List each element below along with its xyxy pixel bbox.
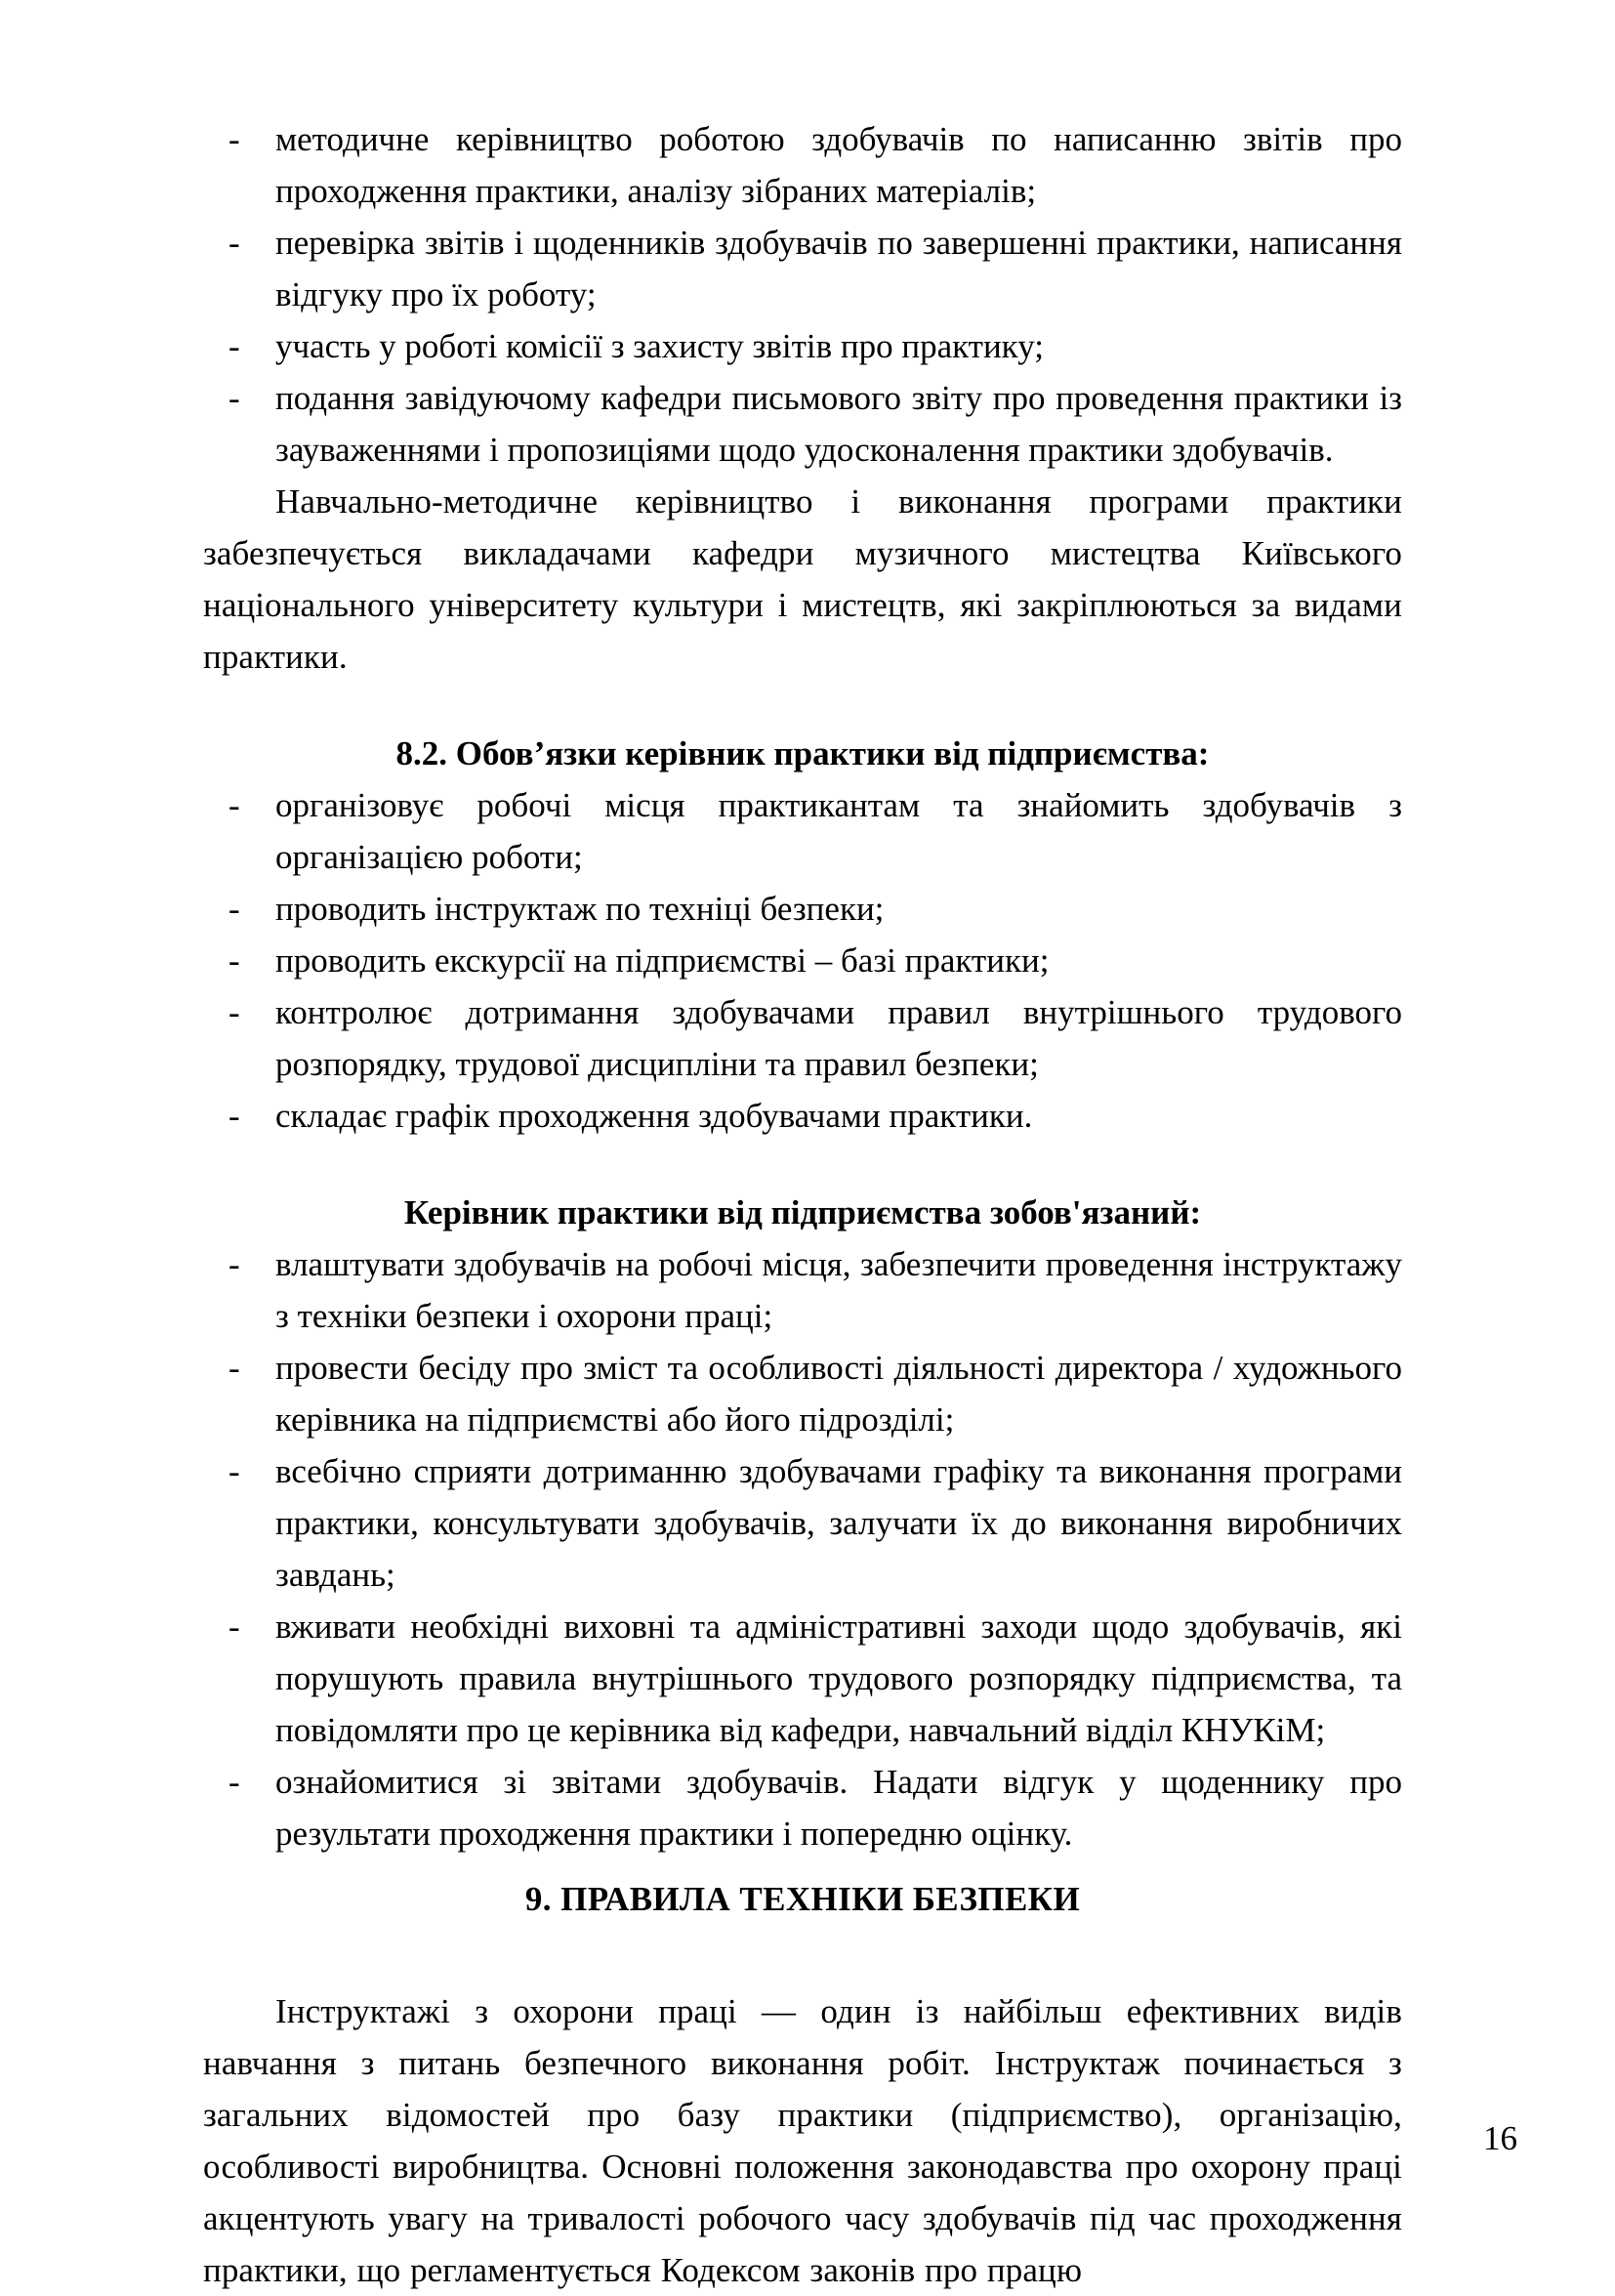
list-item <box>203 883 1402 935</box>
list-item-label: організовує робочі місця практикантам та знайомить здобувачів з організацією роботи; <box>275 786 1402 876</box>
list-item <box>203 113 1402 217</box>
list-item <box>203 986 1402 1090</box>
dash-bullet-icon: - <box>228 1763 240 1801</box>
list-item-label: подання завідуючому кафедри письмового звіту про проведення практики із зауваженнями і пропозиціями щодо удосконалення практики здобувачів. <box>275 379 1402 469</box>
list-item <box>203 1756 1402 1859</box>
list-enterprise-obligations <box>203 1238 1402 1859</box>
list-item-label: перевірка звітів і щоденників здобувачів по завершенні практики, написання відгуку про їх роботу; <box>275 224 1402 313</box>
list-item-label: проводить інструктаж по техніці безпеки; <box>275 890 885 928</box>
dash-bullet-icon: - <box>228 224 240 262</box>
spacer <box>203 1142 1402 1187</box>
list-item <box>203 320 1402 372</box>
dash-bullet-icon: - <box>228 1245 240 1283</box>
list-item <box>203 217 1402 320</box>
dash-bullet-icon: - <box>228 1097 240 1135</box>
spacer <box>203 1859 1402 1873</box>
dash-bullet-icon: - <box>228 786 240 824</box>
list-item <box>203 1090 1402 1142</box>
list-item <box>203 1238 1402 1342</box>
list-item <box>203 1445 1402 1601</box>
dash-bullet-icon: - <box>228 379 240 417</box>
list-item-label: складає графік проходження здобувачами практики. <box>275 1097 1033 1135</box>
list-item-label: провести бесіду про зміст та особливості діяльності директора / художнього керівника на підприємстві або його підрозділі; <box>275 1349 1402 1439</box>
list-item <box>203 1342 1402 1445</box>
dash-bullet-icon: - <box>228 890 240 928</box>
heading-8-2: 8.2. Обов’язки керівник практики від підприємства: <box>395 734 1210 772</box>
paragraph-safety-instruction: Інструктажі з охорони праці — один із найбільш ефективних видів навчання з питань безпечного виконання робіт. Інструктаж починається з загальних відомостей про базу практики (підприємство), організацію, особливості виробництва. Основні положення законодавства про охорону праці акцентують увагу на тривалості робочого часу здобувачів під час проходження практики, що регламентується Кодексом законів про працю <box>203 1992 1402 2289</box>
page-content <box>203 113 1402 2296</box>
list-item-label: методичне керівництво роботою здобувачів по написанню звітів про проходження практики, аналізу зібраних матеріалів; <box>275 120 1402 210</box>
dash-bullet-icon: - <box>228 327 240 365</box>
heading-section-9: 9. ПРАВИЛА ТЕХНІКИ БЕЗПЕКИ <box>524 1880 1081 1918</box>
list-item-label: ознайомитися зі звітами здобувачів. Надати відгук у щоденнику про результати проходження практики і попередню оцінку. <box>275 1763 1402 1853</box>
list-item-label: проводить екскурсії на підприємстві – базі практики; <box>275 941 1050 980</box>
list-item <box>203 372 1402 476</box>
dash-bullet-icon: - <box>228 993 240 1031</box>
heading-enterprise-obligations: Керівник практики від підприємства зобов'язаний: <box>403 1193 1202 1231</box>
list-item-label: вживати необхідні виховні та адміністративні заходи щодо здобувачів, які порушують правила внутрішнього трудового розпорядку підприємства, та повідомляти про це керівника від кафедри, навчальний відділ КНУКіМ; <box>275 1607 1402 1749</box>
list-item-label: влаштувати здобувачів на робочі місця, забезпечити проведення інструктажу з техніки безпеки і охорони праці; <box>275 1245 1402 1335</box>
dash-bullet-icon: - <box>228 1452 240 1490</box>
dash-bullet-icon: - <box>228 1349 240 1387</box>
page-number: 16 <box>1483 2119 1517 2157</box>
list-item-label: контролює дотримання здобувачами правил внутрішнього трудового розпорядку, трудової дисципліни та правил безпеки; <box>275 993 1402 1083</box>
list-item <box>203 1601 1402 1756</box>
dash-bullet-icon: - <box>228 1607 240 1646</box>
dash-bullet-icon: - <box>228 941 240 980</box>
list-supervisor-department-duties <box>203 113 1402 476</box>
list-enterprise-duties <box>203 779 1402 1142</box>
list-item <box>203 935 1402 986</box>
list-item <box>203 779 1402 883</box>
spacer <box>203 1925 1402 1985</box>
list-item-label: всебічно сприяти дотриманню здобувачами графіку та виконання програми практики, консультувати здобувачів, залучати їх до виконання виробничих завдань; <box>275 1452 1402 1594</box>
paragraph-methodical-guidance: Навчально-методичне керівництво і виконання програми практики забезпечується викладачами кафедри музичного мистецтва Київського національного університету культури і мистецтв, які закріплюються за видами практики. <box>203 482 1402 676</box>
dash-bullet-icon: - <box>228 120 240 158</box>
spacer <box>203 683 1402 728</box>
list-item-label: участь у роботі комісії з захисту звітів про практику; <box>275 327 1044 365</box>
